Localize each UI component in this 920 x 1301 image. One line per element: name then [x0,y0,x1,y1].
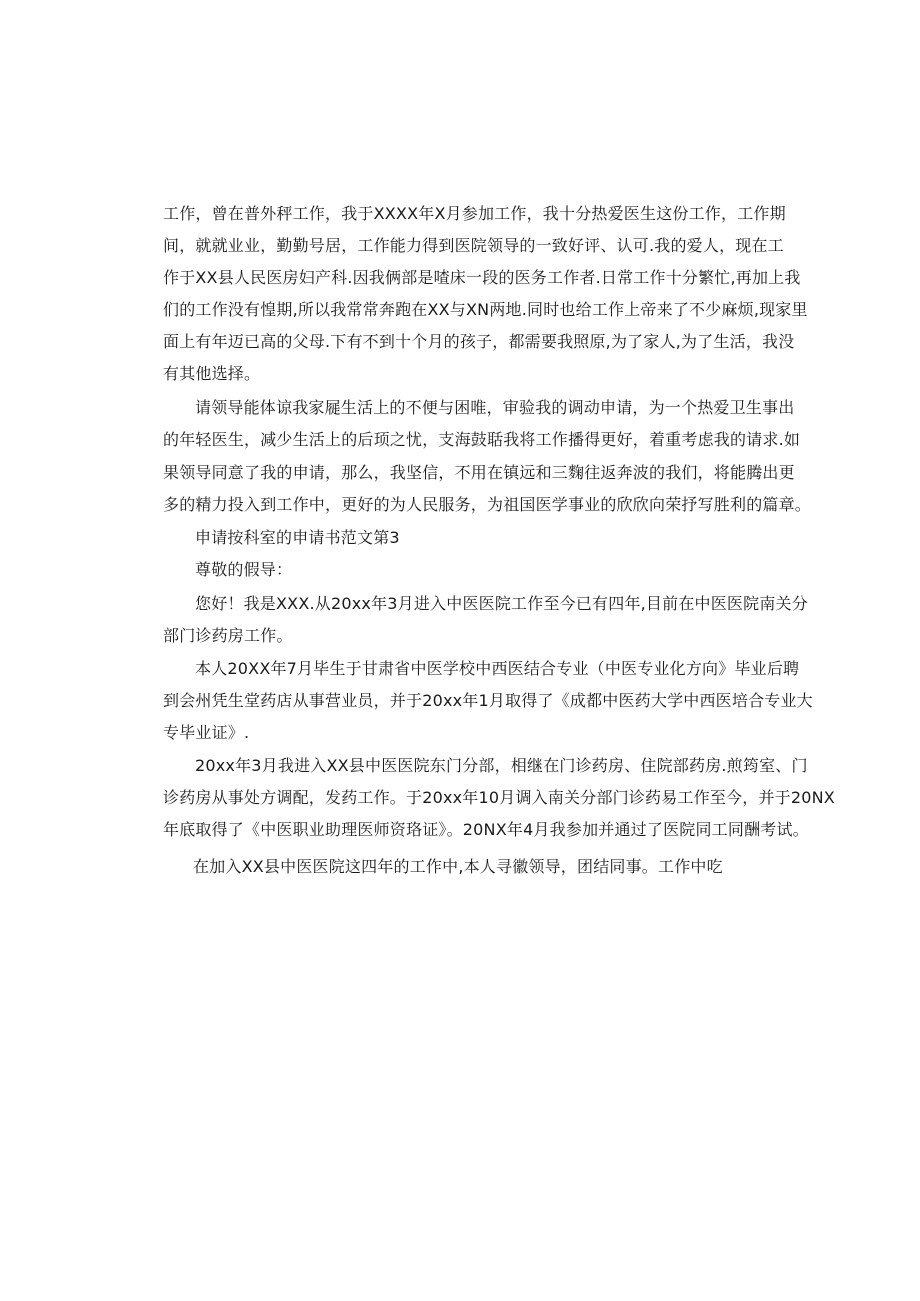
text-line-8: 的年轻医生，减少生活上的后顼之忧，支海鼓聒我将工作播得更好，着重考虑我的请求.如 [163,430,801,449]
text-line-13: 您好！我是XXX.从20xx年3月进入中医医院工作至今已有四年,目前在中医医院南关分 [195,594,808,613]
text-line-14: 部门诊药房工作。 [163,626,293,645]
section-heading: 申请按科室的申请书范文第3 [195,528,400,547]
text-line-7: 请领导能体谅我家屣生活上的不便与困唯，审验我的调动申请，为一个热爱卫生事出 [195,398,795,417]
text-line-21: 在加入XX县中医医院这四年的工作中,本人寻徽领导，团结同事。工作中吃 [193,857,723,876]
text-line-19: 诊药房从事处方调配，发药工作。于20xx年10月调入南关分部门诊药易工作至今，并于20NX [163,788,835,807]
text-line-16: 到会州凭生堂药店从事营业员，并于20xx年1月取得了《成都中医药大学中西医培合专业大 [163,691,813,710]
text-line-18: 20xx年3月我进入XX县中医医院东门分部，相继在门诊药房、住院部药房.煎筠室、门 [195,756,808,775]
text-line-3: 作于XX县人民医房妇产科.因我俩部是喳床一段的医务工作者.日常工作十分繁忙,再加上我 [163,268,801,287]
text-line-10: 多的精力投入到工作中，更好的为人民服务，为祖国医学事业的欣欣向荣抒写胜利的篇章。 [163,495,812,514]
text-line-15: 本人20XX年7月毕生于甘肃省中医学校中西医结合专业（中医专业化方向》毕业后聘 [195,659,800,678]
text-line-17: 专毕业证》. [163,723,250,742]
text-line-9: 果领导同意了我的申请，那么，我坚信，不用在镇远和三麴往返奔波的我们，将能腾出更 [163,463,795,482]
salutation: 尊敬的假导： [195,560,293,579]
text-line-4: 们的工作没有惶期,所以我常常奔跑在XX与XN两地.同时也给工作上帝来了不少麻烦,现家里 [163,300,808,319]
text-line-2: 间，就就业业，勤勤号居，工作能力得到医院领导的一致好评、认可.我的爱人，现在工 [163,236,784,255]
text-line-6: 有其他选择。 [163,364,261,383]
text-line-1: 工作，曾在普外秤工作，我于XXXX年X月参加工作，我十分热爱医生这份工作，工作期 [163,204,786,223]
text-line-5: 面上有年迈已高的父母.下有不到十个月的孩子，都需要我照原,为了家人,为了生活，我没 [163,332,795,351]
text-line-20: 年底取得了《中医职业助理医师资珞证》。20NX年4月我参加并通过了医院同工同酬考试。 [163,820,809,839]
